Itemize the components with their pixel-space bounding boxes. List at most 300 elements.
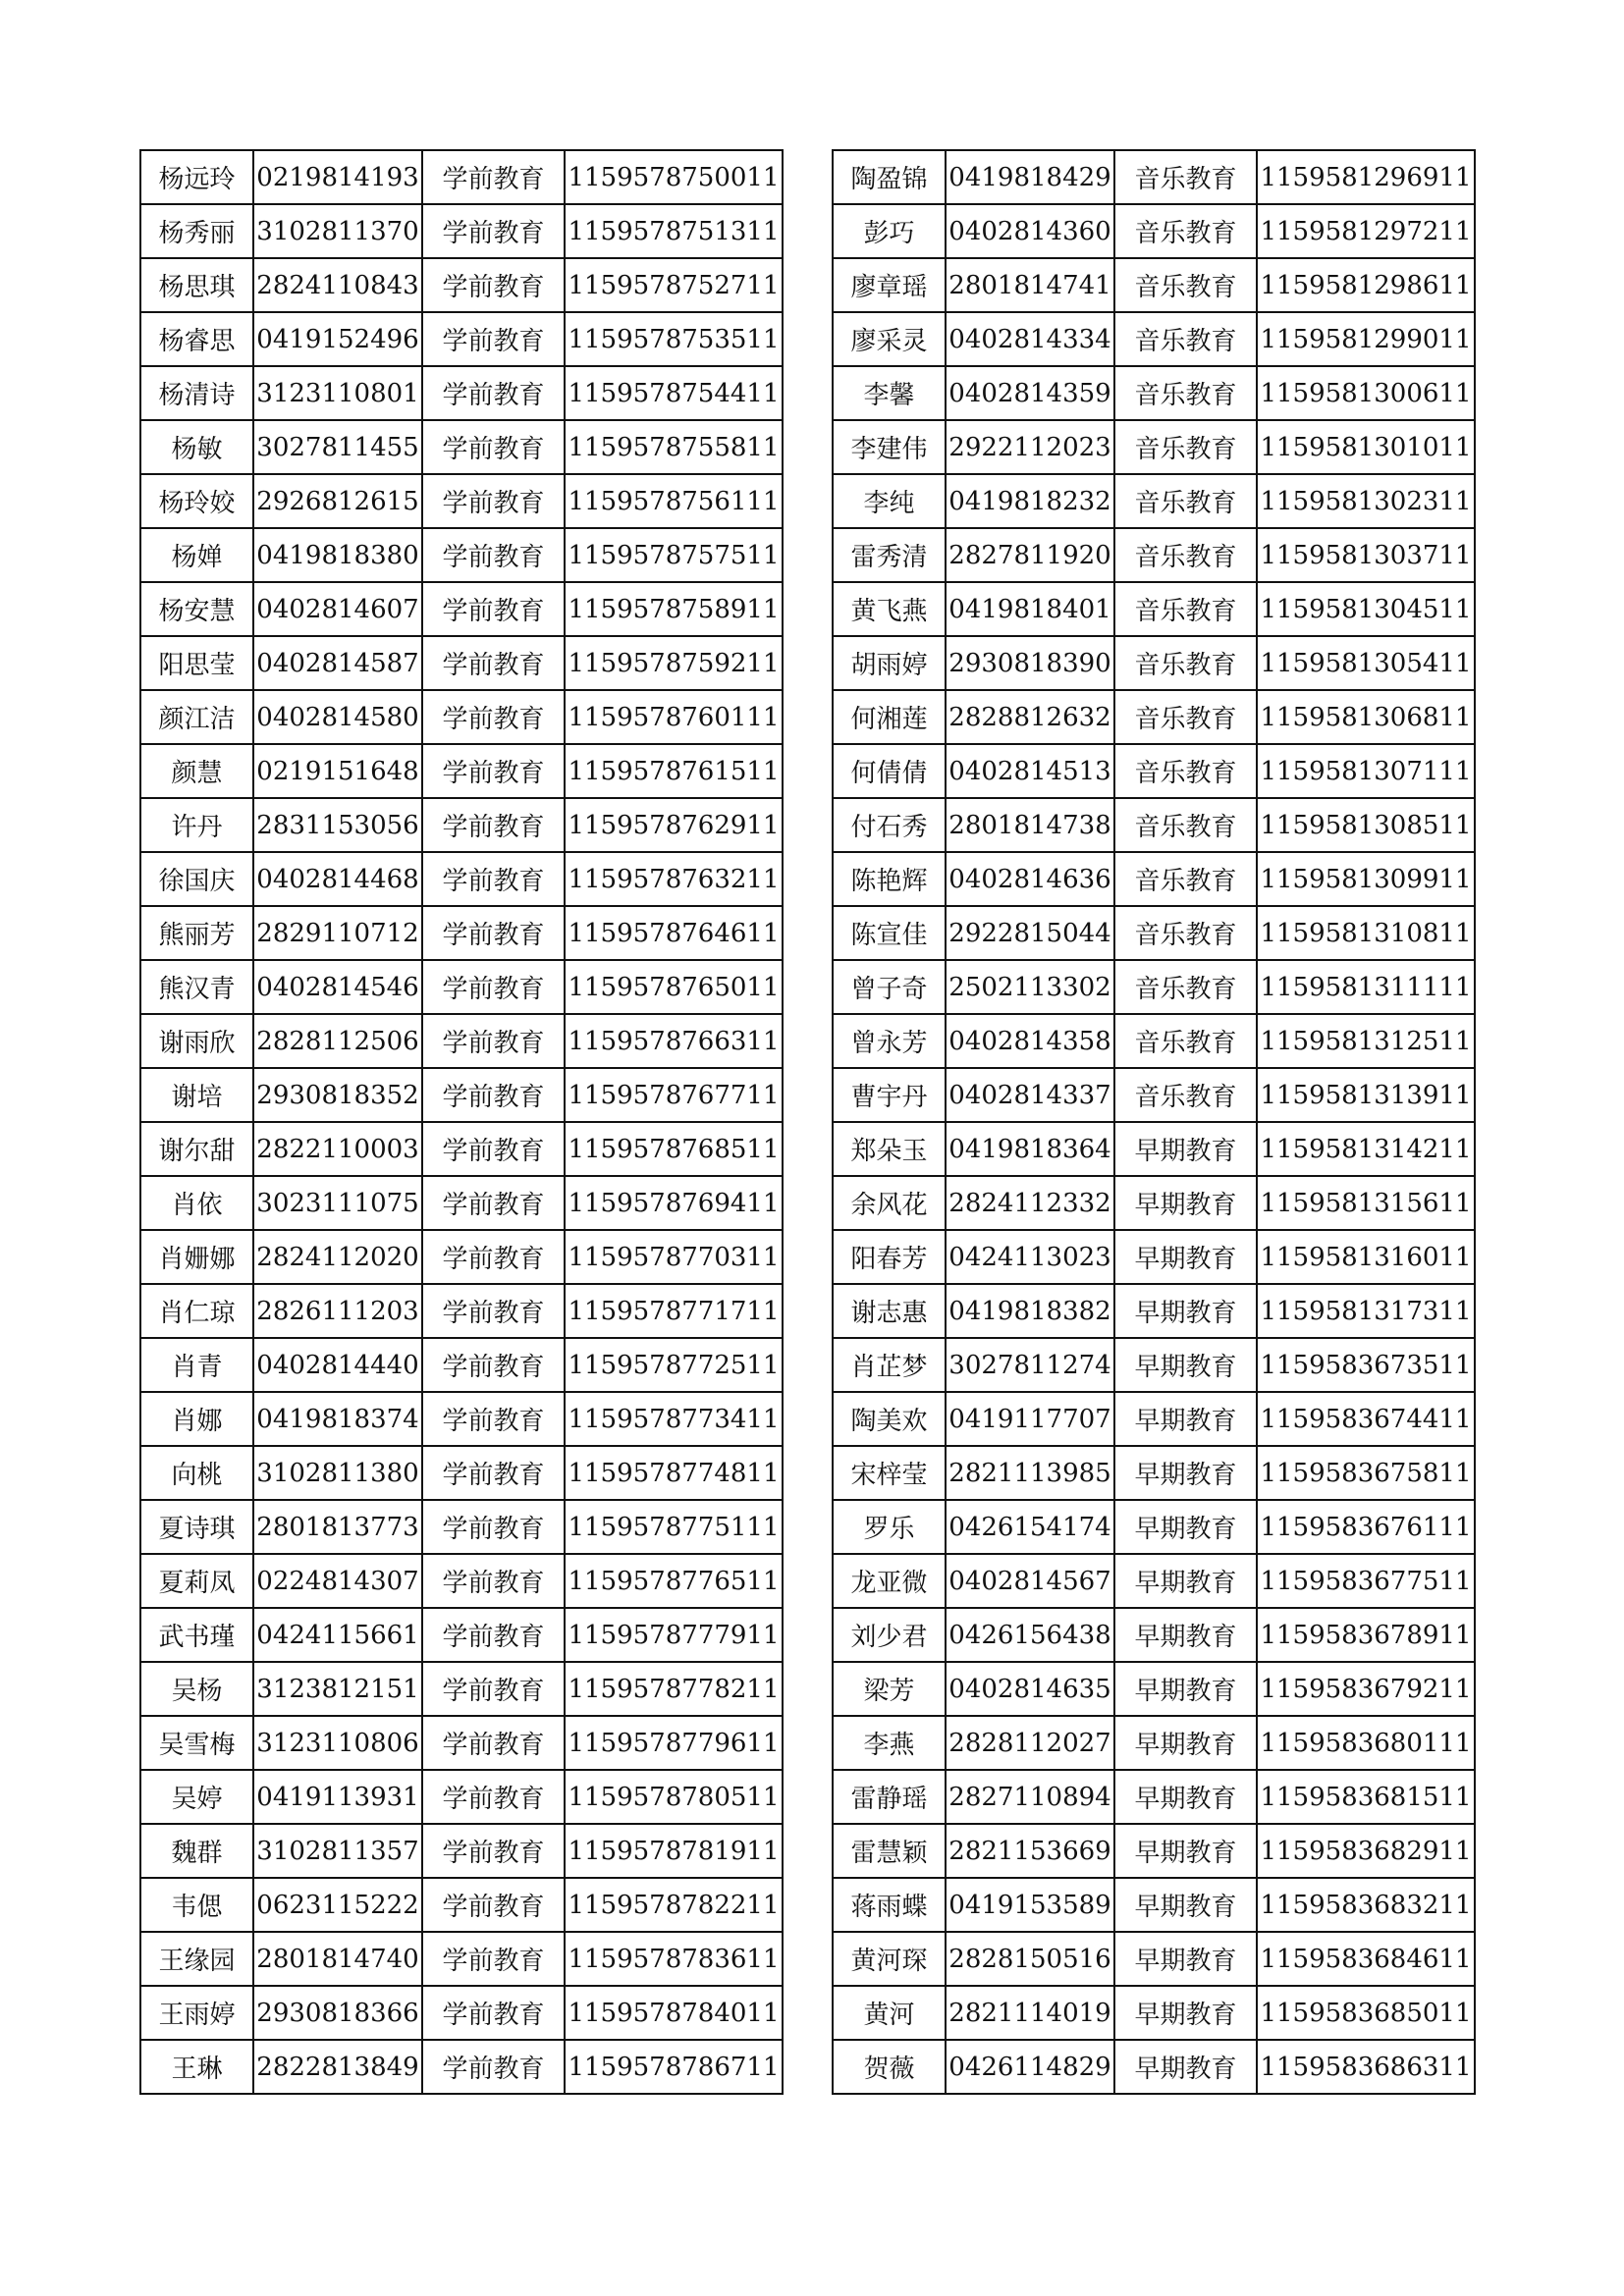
student-name-cell: 罗乐 — [833, 1500, 946, 1554]
major-cell: 早期教育 — [1114, 1338, 1257, 1392]
exam-number-cell: 1159583678911 — [1257, 1608, 1475, 1662]
exam-number-cell: 1159583682911 — [1257, 1824, 1475, 1878]
major-cell: 音乐教育 — [1114, 1068, 1257, 1122]
exam-number-cell: 1159581296911 — [1257, 150, 1475, 204]
student-name-cell: 龙亚微 — [833, 1554, 946, 1608]
table-row — [140, 150, 783, 204]
major-cell: 早期教育 — [1114, 2040, 1257, 2094]
major-cell: 学前教育 — [422, 150, 565, 204]
major-cell: 学前教育 — [422, 960, 565, 1014]
table-row — [140, 744, 783, 798]
major-cell: 学前教育 — [422, 1500, 565, 1554]
student-name-cell: 武书瑾 — [140, 1608, 253, 1662]
exam-number-cell: 1159578770311 — [565, 1230, 783, 1284]
major-cell: 早期教育 — [1114, 1446, 1257, 1500]
student-id-cell: 2827110894 — [946, 1770, 1114, 1824]
student-name-cell: 颜江洁 — [140, 690, 253, 744]
student-id-cell: 0219151648 — [253, 744, 422, 798]
student-id-cell: 0424113023 — [946, 1230, 1114, 1284]
student-id-cell: 3027811455 — [253, 420, 422, 474]
exam-number-cell: 1159581307111 — [1257, 744, 1475, 798]
exam-number-cell: 1159581297211 — [1257, 204, 1475, 258]
student-name-cell: 李燕 — [833, 1716, 946, 1770]
exam-number-cell: 1159583679211 — [1257, 1662, 1475, 1716]
student-name-cell: 王琳 — [140, 2040, 253, 2094]
exam-number-cell: 1159578781911 — [565, 1824, 783, 1878]
major-cell: 音乐教育 — [1114, 366, 1257, 420]
major-cell: 学前教育 — [422, 636, 565, 690]
exam-number-cell: 1159581310811 — [1257, 906, 1475, 960]
exam-number-cell: 1159581304511 — [1257, 582, 1475, 636]
major-cell: 早期教育 — [1114, 1122, 1257, 1176]
exam-number-cell: 1159583675811 — [1257, 1446, 1475, 1500]
major-cell: 音乐教育 — [1114, 528, 1257, 582]
roster-table-left — [139, 149, 784, 2095]
exam-number-cell: 1159578755811 — [565, 420, 783, 474]
student-name-cell: 贺薇 — [833, 2040, 946, 2094]
table-row — [140, 960, 783, 1014]
student-name-cell: 何倩倩 — [833, 744, 946, 798]
student-name-cell: 肖芷梦 — [833, 1338, 946, 1392]
student-id-cell: 0419113931 — [253, 1770, 422, 1824]
student-id-cell: 0402814334 — [946, 312, 1114, 366]
major-cell: 学前教育 — [422, 1122, 565, 1176]
student-id-cell: 0402814587 — [253, 636, 422, 690]
exam-number-cell: 1159578767711 — [565, 1068, 783, 1122]
student-id-cell: 3123812151 — [253, 1662, 422, 1716]
exam-number-cell: 1159578769411 — [565, 1176, 783, 1230]
major-cell: 学前教育 — [422, 744, 565, 798]
major-cell: 学前教育 — [422, 312, 565, 366]
roster-table-right — [832, 149, 1476, 2095]
exam-number-cell: 1159581316011 — [1257, 1230, 1475, 1284]
exam-number-cell: 1159583674411 — [1257, 1392, 1475, 1446]
exam-number-cell: 1159578783611 — [565, 1932, 783, 1986]
student-name-cell: 廖采灵 — [833, 312, 946, 366]
student-name-cell: 王雨婷 — [140, 1986, 253, 2040]
exam-number-cell: 1159578763211 — [565, 852, 783, 906]
student-name-cell: 肖依 — [140, 1176, 253, 1230]
student-id-cell: 0419818380 — [253, 528, 422, 582]
exam-number-cell: 1159578757511 — [565, 528, 783, 582]
major-cell: 学前教育 — [422, 1554, 565, 1608]
major-cell: 学前教育 — [422, 690, 565, 744]
student-name-cell: 刘少君 — [833, 1608, 946, 1662]
student-name-cell: 阳春芳 — [833, 1230, 946, 1284]
student-name-cell: 颜慧 — [140, 744, 253, 798]
student-name-cell: 陈艳辉 — [833, 852, 946, 906]
table-row — [140, 1392, 783, 1446]
student-name-cell: 曾永芳 — [833, 1014, 946, 1068]
student-name-cell: 许丹 — [140, 798, 253, 852]
student-id-cell: 2822813849 — [253, 2040, 422, 2094]
exam-number-cell: 1159578765011 — [565, 960, 783, 1014]
student-id-cell: 0623115222 — [253, 1878, 422, 1932]
student-id-cell: 0426154174 — [946, 1500, 1114, 1554]
table-row — [140, 1770, 783, 1824]
student-id-cell: 0219814193 — [253, 150, 422, 204]
exam-number-cell: 1159583685011 — [1257, 1986, 1475, 2040]
exam-number-cell: 1159581311111 — [1257, 960, 1475, 1014]
student-id-cell: 0402814580 — [253, 690, 422, 744]
major-cell: 早期教育 — [1114, 1176, 1257, 1230]
major-cell: 学前教育 — [422, 474, 565, 528]
table-row — [140, 636, 783, 690]
exam-number-cell: 1159578761511 — [565, 744, 783, 798]
major-cell: 音乐教育 — [1114, 744, 1257, 798]
student-id-cell: 0419818429 — [946, 150, 1114, 204]
table-row — [833, 1446, 1475, 1500]
student-name-cell: 陈宣佳 — [833, 906, 946, 960]
table-row — [140, 258, 783, 312]
major-cell: 音乐教育 — [1114, 798, 1257, 852]
student-name-cell: 向桃 — [140, 1446, 253, 1500]
major-cell: 学前教育 — [422, 1662, 565, 1716]
major-cell: 音乐教育 — [1114, 312, 1257, 366]
student-id-cell: 2801814741 — [946, 258, 1114, 312]
major-cell: 早期教育 — [1114, 1824, 1257, 1878]
table-row — [140, 1500, 783, 1554]
major-cell: 学前教育 — [422, 798, 565, 852]
exam-number-cell: 1159583673511 — [1257, 1338, 1475, 1392]
table-row — [140, 1554, 783, 1608]
table-row — [140, 1338, 783, 1392]
exam-number-cell: 1159583684611 — [1257, 1932, 1475, 1986]
student-id-cell: 0424115661 — [253, 1608, 422, 1662]
student-id-cell: 2801814740 — [253, 1932, 422, 1986]
student-id-cell: 2801814738 — [946, 798, 1114, 852]
student-id-cell: 3102811357 — [253, 1824, 422, 1878]
table-row — [833, 258, 1475, 312]
table-row — [833, 582, 1475, 636]
table-row — [833, 204, 1475, 258]
table-row — [833, 1770, 1475, 1824]
student-id-cell: 0419818232 — [946, 474, 1114, 528]
exam-number-cell: 1159583677511 — [1257, 1554, 1475, 1608]
exam-number-cell: 1159581308511 — [1257, 798, 1475, 852]
major-cell: 音乐教育 — [1114, 474, 1257, 528]
table-row — [833, 906, 1475, 960]
major-cell: 学前教育 — [422, 204, 565, 258]
exam-number-cell: 1159581313911 — [1257, 1068, 1475, 1122]
student-id-cell: 0402814440 — [253, 1338, 422, 1392]
table-row — [833, 1662, 1475, 1716]
student-name-cell: 陶盈锦 — [833, 150, 946, 204]
exam-number-cell: 1159578776511 — [565, 1554, 783, 1608]
major-cell: 学前教育 — [422, 1770, 565, 1824]
exam-number-cell: 1159578754411 — [565, 366, 783, 420]
table-row — [833, 150, 1475, 204]
major-cell: 早期教育 — [1114, 1554, 1257, 1608]
exam-number-cell: 1159578766311 — [565, 1014, 783, 1068]
student-id-cell: 2828112506 — [253, 1014, 422, 1068]
major-cell: 学前教育 — [422, 1446, 565, 1500]
major-cell: 学前教育 — [422, 1068, 565, 1122]
student-name-cell: 余风花 — [833, 1176, 946, 1230]
table-row — [833, 1716, 1475, 1770]
student-name-cell: 雷慧颖 — [833, 1824, 946, 1878]
table-row — [140, 312, 783, 366]
exam-number-cell: 1159578771711 — [565, 1284, 783, 1338]
exam-number-cell: 1159578752711 — [565, 258, 783, 312]
table-row — [833, 1284, 1475, 1338]
student-id-cell: 0224814307 — [253, 1554, 422, 1608]
student-name-cell: 肖青 — [140, 1338, 253, 1392]
student-id-cell: 0402814635 — [946, 1662, 1114, 1716]
major-cell: 音乐教育 — [1114, 420, 1257, 474]
major-cell: 音乐教育 — [1114, 1014, 1257, 1068]
student-id-cell: 0419117707 — [946, 1392, 1114, 1446]
table-row — [140, 906, 783, 960]
student-id-cell: 0419818374 — [253, 1392, 422, 1446]
exam-number-cell: 1159581306811 — [1257, 690, 1475, 744]
student-id-cell: 2829110712 — [253, 906, 422, 960]
student-name-cell: 肖娜 — [140, 1392, 253, 1446]
exam-number-cell: 1159578768511 — [565, 1122, 783, 1176]
table-row — [833, 1986, 1475, 2040]
student-id-cell: 3102811380 — [253, 1446, 422, 1500]
major-cell: 音乐教育 — [1114, 150, 1257, 204]
exam-number-cell: 1159578774811 — [565, 1446, 783, 1500]
major-cell: 学前教育 — [422, 1716, 565, 1770]
student-id-cell: 2930818390 — [946, 636, 1114, 690]
table-row — [833, 1824, 1475, 1878]
table-row — [833, 1554, 1475, 1608]
table-row — [140, 1878, 783, 1932]
major-cell: 音乐教育 — [1114, 204, 1257, 258]
table-row — [833, 1176, 1475, 1230]
table-row — [140, 1446, 783, 1500]
major-cell: 早期教育 — [1114, 1500, 1257, 1554]
student-name-cell: 杨远玲 — [140, 150, 253, 204]
exam-number-cell: 1159581317311 — [1257, 1284, 1475, 1338]
student-name-cell: 肖姗娜 — [140, 1230, 253, 1284]
exam-number-cell: 1159578777911 — [565, 1608, 783, 1662]
table-row — [833, 2040, 1475, 2094]
table-row — [833, 960, 1475, 1014]
table-row — [140, 1662, 783, 1716]
table-row — [140, 420, 783, 474]
table-row — [140, 1122, 783, 1176]
major-cell: 学前教育 — [422, 906, 565, 960]
student-id-cell: 2821153669 — [946, 1824, 1114, 1878]
table-row — [833, 1500, 1475, 1554]
student-name-cell: 杨敏 — [140, 420, 253, 474]
student-name-cell: 李纯 — [833, 474, 946, 528]
student-name-cell: 谢尔甜 — [140, 1122, 253, 1176]
student-name-cell: 付石秀 — [833, 798, 946, 852]
student-id-cell: 0402814636 — [946, 852, 1114, 906]
major-cell: 音乐教育 — [1114, 258, 1257, 312]
major-cell: 音乐教育 — [1114, 636, 1257, 690]
student-id-cell: 2930818366 — [253, 1986, 422, 2040]
table-row — [833, 420, 1475, 474]
exam-number-cell: 1159581299011 — [1257, 312, 1475, 366]
exam-number-cell: 1159578751311 — [565, 204, 783, 258]
student-name-cell: 韦偲 — [140, 1878, 253, 1932]
table-row — [833, 1878, 1475, 1932]
student-id-cell: 0402814360 — [946, 204, 1114, 258]
student-name-cell: 杨清诗 — [140, 366, 253, 420]
student-name-cell: 宋梓莹 — [833, 1446, 946, 1500]
table-row — [833, 636, 1475, 690]
student-name-cell: 王缘园 — [140, 1932, 253, 1986]
student-id-cell: 0402814468 — [253, 852, 422, 906]
student-id-cell: 0426114829 — [946, 2040, 1114, 2094]
student-id-cell: 0402814567 — [946, 1554, 1114, 1608]
major-cell: 音乐教育 — [1114, 960, 1257, 1014]
major-cell: 早期教育 — [1114, 1986, 1257, 2040]
table-row — [833, 1014, 1475, 1068]
table-row — [140, 204, 783, 258]
table-row — [833, 798, 1475, 852]
student-id-cell: 0402814359 — [946, 366, 1114, 420]
table-row — [140, 1824, 783, 1878]
major-cell: 早期教育 — [1114, 1230, 1257, 1284]
student-id-cell: 0402814337 — [946, 1068, 1114, 1122]
exam-number-cell: 1159581301011 — [1257, 420, 1475, 474]
major-cell: 学前教育 — [422, 1014, 565, 1068]
exam-number-cell: 1159578779611 — [565, 1716, 783, 1770]
student-id-cell: 0419818401 — [946, 582, 1114, 636]
exam-number-cell: 1159581315611 — [1257, 1176, 1475, 1230]
student-id-cell: 0419152496 — [253, 312, 422, 366]
student-name-cell: 廖章瑶 — [833, 258, 946, 312]
exam-number-cell: 1159581298611 — [1257, 258, 1475, 312]
roster-table-body — [140, 150, 783, 2094]
major-cell: 学前教育 — [422, 2040, 565, 2094]
table-row — [140, 2040, 783, 2094]
major-cell: 早期教育 — [1114, 1716, 1257, 1770]
student-id-cell: 2828812632 — [946, 690, 1114, 744]
student-name-cell: 夏莉凤 — [140, 1554, 253, 1608]
major-cell: 早期教育 — [1114, 1392, 1257, 1446]
major-cell: 早期教育 — [1114, 1284, 1257, 1338]
student-name-cell: 胡雨婷 — [833, 636, 946, 690]
exam-number-cell: 1159578759211 — [565, 636, 783, 690]
student-id-cell: 0402814513 — [946, 744, 1114, 798]
exam-number-cell: 1159578780511 — [565, 1770, 783, 1824]
student-name-cell: 李建伟 — [833, 420, 946, 474]
exam-number-cell: 1159578778211 — [565, 1662, 783, 1716]
exam-number-cell: 1159578773411 — [565, 1392, 783, 1446]
student-name-cell: 陶美欢 — [833, 1392, 946, 1446]
major-cell: 早期教育 — [1114, 1608, 1257, 1662]
student-name-cell: 何湘莲 — [833, 690, 946, 744]
student-id-cell: 2821114019 — [946, 1986, 1114, 2040]
exam-number-cell: 1159578775111 — [565, 1500, 783, 1554]
exam-number-cell: 1159581312511 — [1257, 1014, 1475, 1068]
student-id-cell: 3102811370 — [253, 204, 422, 258]
student-name-cell: 肖仁琼 — [140, 1284, 253, 1338]
exam-number-cell: 1159578750011 — [565, 150, 783, 204]
table-row — [833, 312, 1475, 366]
table-row — [833, 474, 1475, 528]
major-cell: 学前教育 — [422, 582, 565, 636]
table-row — [833, 1230, 1475, 1284]
table-row — [833, 690, 1475, 744]
student-name-cell: 谢雨欣 — [140, 1014, 253, 1068]
student-name-cell: 杨思琪 — [140, 258, 253, 312]
table-row — [140, 798, 783, 852]
table-row — [833, 1068, 1475, 1122]
exam-number-cell: 1159578764611 — [565, 906, 783, 960]
major-cell: 早期教育 — [1114, 1932, 1257, 1986]
student-id-cell: 2502113302 — [946, 960, 1114, 1014]
table-row — [140, 1014, 783, 1068]
student-name-cell: 吴杨 — [140, 1662, 253, 1716]
table-row — [140, 366, 783, 420]
major-cell: 学前教育 — [422, 528, 565, 582]
student-name-cell: 雷静瑶 — [833, 1770, 946, 1824]
exam-number-cell: 1159578760111 — [565, 690, 783, 744]
exam-number-cell: 1159583683211 — [1257, 1878, 1475, 1932]
major-cell: 学前教育 — [422, 1176, 565, 1230]
student-name-cell: 黄河 — [833, 1986, 946, 2040]
major-cell: 学前教育 — [422, 1338, 565, 1392]
table-row — [140, 582, 783, 636]
table-row — [833, 366, 1475, 420]
student-id-cell: 0419153589 — [946, 1878, 1114, 1932]
table-row — [833, 1932, 1475, 1986]
exam-number-cell: 1159581314211 — [1257, 1122, 1475, 1176]
table-row — [140, 1068, 783, 1122]
student-name-cell: 黄飞燕 — [833, 582, 946, 636]
student-name-cell: 谢培 — [140, 1068, 253, 1122]
student-id-cell: 2822110003 — [253, 1122, 422, 1176]
student-name-cell: 谢志惠 — [833, 1284, 946, 1338]
major-cell: 学前教育 — [422, 1986, 565, 2040]
exam-number-cell: 1159583686311 — [1257, 2040, 1475, 2094]
student-id-cell: 2831153056 — [253, 798, 422, 852]
student-name-cell: 彭巧 — [833, 204, 946, 258]
major-cell: 音乐教育 — [1114, 852, 1257, 906]
student-name-cell: 曹宇丹 — [833, 1068, 946, 1122]
major-cell: 音乐教育 — [1114, 582, 1257, 636]
major-cell: 早期教育 — [1114, 1878, 1257, 1932]
student-id-cell: 2922112023 — [946, 420, 1114, 474]
student-name-cell: 夏诗琪 — [140, 1500, 253, 1554]
student-name-cell: 雷秀清 — [833, 528, 946, 582]
student-name-cell: 徐国庆 — [140, 852, 253, 906]
major-cell: 音乐教育 — [1114, 906, 1257, 960]
table-row — [833, 852, 1475, 906]
student-id-cell: 2824112332 — [946, 1176, 1114, 1230]
exam-number-cell: 1159581300611 — [1257, 366, 1475, 420]
student-name-cell: 郑朵玉 — [833, 1122, 946, 1176]
table-row — [140, 474, 783, 528]
major-cell: 学前教育 — [422, 258, 565, 312]
student-id-cell: 2824112020 — [253, 1230, 422, 1284]
student-id-cell: 3023111075 — [253, 1176, 422, 1230]
major-cell: 学前教育 — [422, 852, 565, 906]
student-id-cell: 3123110801 — [253, 366, 422, 420]
table-row — [833, 1392, 1475, 1446]
exam-number-cell: 1159583681511 — [1257, 1770, 1475, 1824]
student-id-cell: 2930818352 — [253, 1068, 422, 1122]
exam-number-cell: 1159583680111 — [1257, 1716, 1475, 1770]
major-cell: 音乐教育 — [1114, 690, 1257, 744]
table-row — [140, 1932, 783, 1986]
student-id-cell: 2826111203 — [253, 1284, 422, 1338]
student-id-cell: 2828150516 — [946, 1932, 1114, 1986]
student-id-cell: 2821113985 — [946, 1446, 1114, 1500]
student-id-cell: 0402814358 — [946, 1014, 1114, 1068]
table-row — [140, 690, 783, 744]
major-cell: 早期教育 — [1114, 1770, 1257, 1824]
exam-number-cell: 1159578753511 — [565, 312, 783, 366]
student-name-cell: 吴婷 — [140, 1770, 253, 1824]
